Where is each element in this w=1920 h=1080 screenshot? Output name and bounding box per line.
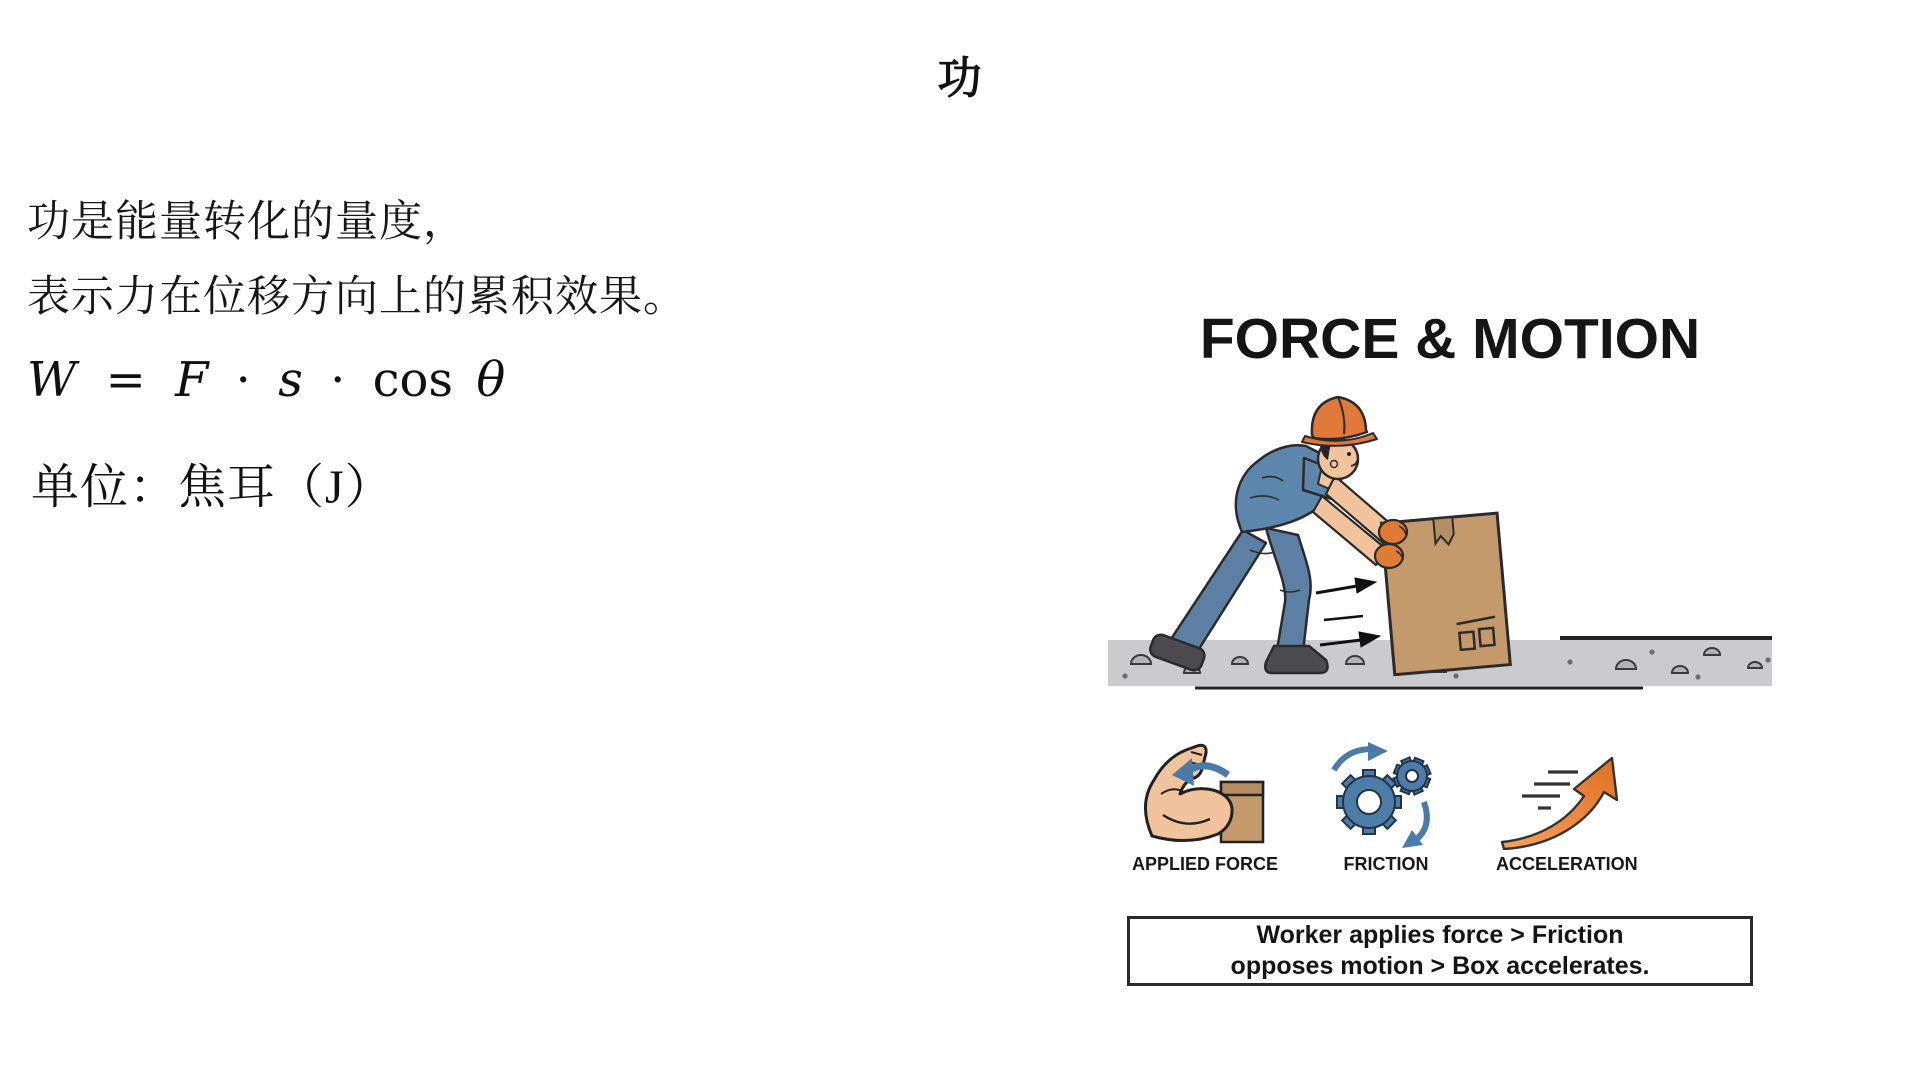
formula-equals: = [105, 352, 146, 408]
bicep-arm-icon [1134, 742, 1266, 850]
acceleration-label: ACCELERATION [1496, 854, 1638, 874]
illustration-title: FORCE & MOTION [1199, 307, 1701, 371]
caption-line-1: Worker applies force > Friction [1256, 921, 1624, 949]
applied-force-label: APPLIED FORCE [1132, 854, 1279, 874]
page-title: 功 [937, 54, 983, 103]
work-formula [27, 352, 505, 408]
force-motion-illustration [1100, 300, 1800, 1000]
acceleration-item [1496, 748, 1636, 875]
motion-arrows-icon [1316, 578, 1380, 647]
applied-force-item [1132, 742, 1279, 875]
formula-dot1: · [235, 352, 251, 408]
caption-line-2: opposes motion > Box accelerates. [1230, 952, 1650, 980]
formula-W: W [27, 352, 77, 408]
definition-line-2: 表示力在位移方向上的累积效果。 [27, 273, 687, 321]
hard-hat-icon [1302, 397, 1377, 446]
friction-item [1318, 742, 1454, 875]
formula-s: s [278, 352, 303, 408]
worker [1148, 397, 1393, 673]
caption-box [1127, 916, 1753, 986]
formula-theta: θ [476, 352, 506, 408]
formula-cos: cos [372, 352, 454, 408]
formula-F: F [175, 352, 209, 408]
acceleration-arrow-icon [1496, 748, 1636, 850]
gears-icon [1320, 742, 1452, 850]
worker-pushing-box-scene [1100, 380, 1800, 720]
friction-label: FRICTION [1343, 854, 1429, 874]
definition-line-1: 功是能量转化的量度， [27, 198, 467, 246]
units-line: 单位：焦耳（J） [31, 461, 394, 514]
formula-dot2: · [330, 352, 346, 408]
